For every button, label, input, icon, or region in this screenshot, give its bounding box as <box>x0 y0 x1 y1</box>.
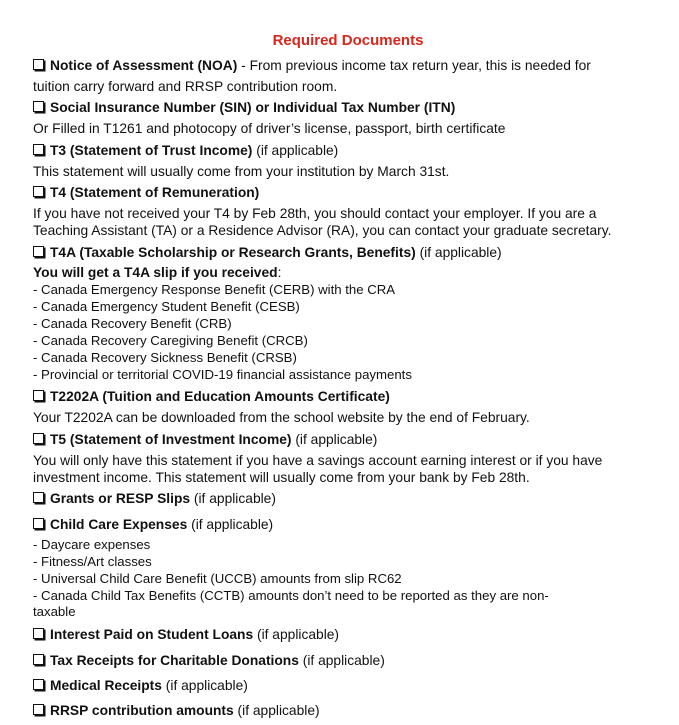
item-heading: Child Care Expenses <box>50 517 188 532</box>
list-item: - Daycare expenses <box>33 537 151 552</box>
checkbox-icon <box>33 390 44 401</box>
checklist-item-t3 <box>33 142 338 159</box>
list-item: - Universal Child Care Benefit (UCCB) amounts from slip RC62 <box>33 571 402 586</box>
item-suffix: (if applicable) <box>253 627 340 642</box>
item-heading: T5 (Statement of Investment Income) <box>50 432 292 447</box>
checkbox-icon <box>33 144 44 155</box>
checklist-item-grants <box>33 490 276 507</box>
checkbox-icon <box>33 492 44 503</box>
checkbox-icon <box>33 186 44 197</box>
item-suffix: (if applicable) <box>233 703 320 718</box>
checklist-item-t4 <box>33 184 259 201</box>
list-item: - Canada Child Tax Benefits (CCTB) amounts don’t need to be reported as they are non- <box>33 588 549 603</box>
item-suffix: (if applicable) <box>161 678 248 693</box>
subheading-colon: : <box>277 265 282 280</box>
checklist-item-medical <box>33 677 248 694</box>
item-heading: T2202A (Tuition and Education Amounts Certificate) <box>50 389 390 404</box>
checkbox-icon <box>33 654 44 665</box>
item-heading: Notice of Assessment (NOA) <box>50 58 238 73</box>
item-heading: T4 (Statement of Remuneration) <box>50 185 260 200</box>
item-suffix: (if applicable) <box>415 245 502 260</box>
item-suffix: (if applicable) <box>190 491 276 506</box>
list-item: - Canada Recovery Benefit (CRB) <box>33 316 232 331</box>
item-suffix: (if applicable) <box>187 517 274 532</box>
item-suffix: (if applicable) <box>291 432 378 447</box>
list-item: - Canada Recovery Sickness Benefit (CRSB) <box>33 350 297 365</box>
checklist-item-rrsp <box>33 702 320 719</box>
list-item: - Canada Emergency Student Benefit (CESB) <box>33 299 300 314</box>
list-item: - Fitness/Art classes <box>33 554 152 569</box>
item-heading: Interest Paid on Student Loans <box>50 627 254 642</box>
item-subheading <box>33 264 281 281</box>
checklist-item-noa <box>33 57 591 74</box>
item-description: tuition carry forward and RRSP contribution room. <box>33 79 338 94</box>
item-heading: Social Insurance Number (SIN) or Individual Tax Number (ITN) <box>50 100 456 115</box>
item-description: If you have not received your T4 by Feb 28th, you should contact your employer. If you are a <box>33 206 597 221</box>
checkbox-icon <box>33 433 44 444</box>
item-heading: RRSP contribution amounts <box>50 703 234 718</box>
item-heading: T3 (Statement of Trust Income) <box>50 143 253 158</box>
item-heading: T4A (Taxable Scholarship or Research Grants, Benefits) <box>50 245 416 260</box>
item-suffix: (if applicable) <box>252 143 339 158</box>
checklist-item-child-care <box>33 516 273 533</box>
list-item: - Provincial or territorial COVID-19 financial assistance payments <box>33 367 412 382</box>
item-suffix: - From previous income tax return year, this is needed for <box>237 58 591 73</box>
page-title: Required Documents <box>272 32 424 49</box>
checklist-item-sin <box>33 99 455 116</box>
list-item: - Canada Emergency Response Benefit (CERB) with the CRA <box>33 282 396 297</box>
item-description: This statement will usually come from your institution by March 31st. <box>33 164 450 179</box>
item-heading: Tax Receipts for Charitable Donations <box>50 653 299 668</box>
subheading-text: You will get a T4A slip if you received <box>33 265 278 280</box>
checkbox-icon <box>33 59 44 70</box>
item-description: investment income. This statement will usually come from your bank by Feb 28th. <box>33 470 530 485</box>
item-suffix: (if applicable) <box>298 653 385 668</box>
checklist-item-t2202a <box>33 388 390 405</box>
item-description: Your T2202A can be downloaded from the school website by the end of February. <box>33 410 530 425</box>
checkbox-icon <box>33 101 44 112</box>
checkbox-icon <box>33 679 44 690</box>
list-item: taxable <box>33 604 76 619</box>
checkbox-icon <box>33 246 44 257</box>
item-heading: Medical Receipts <box>50 678 162 693</box>
checkbox-icon <box>33 518 44 529</box>
list-item: - Canada Recovery Caregiving Benefit (CRCB) <box>33 333 308 348</box>
checklist-item-student-loans <box>33 626 339 643</box>
item-description: You will only have this statement if you have a savings account earning interest or if you have <box>33 453 603 468</box>
checklist-item-t4a <box>33 244 502 261</box>
item-description: Teaching Assistant (TA) or a Residence Advisor (RA), you can contact your graduate secretary. <box>33 223 612 238</box>
item-description: Or Filled in T1261 and photocopy of driver’s license, passport, birth certificate <box>33 121 506 136</box>
checkbox-icon <box>33 628 44 639</box>
checkbox-icon <box>33 704 44 715</box>
checklist-item-t5 <box>33 431 377 448</box>
checklist-item-donations <box>33 652 385 669</box>
item-heading: Grants or RESP Slips <box>50 491 191 506</box>
